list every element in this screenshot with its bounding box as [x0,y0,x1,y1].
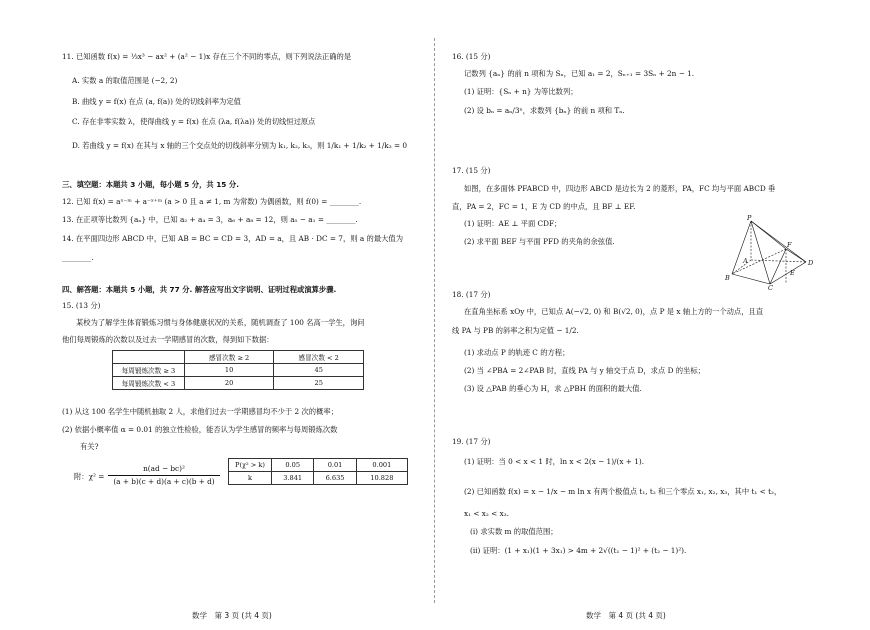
figure-label-e: E [790,269,795,277]
q17-head: 17. (15 分) [452,166,491,175]
figure-label-p: P [747,214,752,222]
section4-heading: 四、解答题：本题共 5 小题，共 77 分. 解答应写出文字说明、证明过程或演算步骤. [62,285,337,294]
q18-line2: 线 PA 与 PB 的斜率之积为定值 − 1/2. [452,326,579,335]
table-cell: 0.05 [272,459,314,472]
table-cell: 45 [274,364,364,377]
right-page [436,0,870,630]
table-row [229,459,408,472]
table-cell: 感冒次数 ≥ 2 [184,351,274,364]
q17-part2: (2) 求平面 BEF 与平面 PFD 的夹角的余弦值. [464,237,615,246]
figure-label-f: F [787,241,792,249]
q19-part2b: x₁ < x₂ < x₃. [464,509,509,518]
contingency-table [112,350,364,390]
table-cell: 20 [184,377,274,390]
figure-label-b: B [725,274,730,282]
q14-line1: 14. 在平面四边形 ABCD 中，已知 AB = BC = CD = 3，AD = a，且 AB · DC = 7，则 a 的最大值为 [62,234,404,243]
q11-stem: 11. 已知函数 f(x) = ⅓x³ − ax² + (a² − 1)x 存在三个不同的零点，则下列说法正确的是 [62,52,352,61]
table-cell: 6.635 [314,472,356,485]
q17-line1: 如图，在多面体 PFABCD 中，四边形 ABCD 是边长为 2 的菱形，PA，FC 均与平面 ABCD 垂 [464,184,776,193]
table-cell: 10.828 [356,472,407,485]
q18-head: 18. (17 分) [452,290,491,299]
figure-label-a: A [743,257,748,265]
q18-line1: 在直角坐标系 xOy 中，已知点 A(−√2, 0) 和 B(√2, 0)，点 P 是 x 轴上方的一个动点，且直 [464,307,764,316]
q19-part1: (1) 证明：当 0 < x < 1 时，ln x < 2(x − 1)/(x + 1). [464,457,645,466]
q16-part2: (2) 设 bₙ = aₙ/3ⁿ，求数列 {bₙ} 的前 n 项和 Tₙ. [464,106,625,115]
table-row [113,364,364,377]
q16-stem: 记数列 {aₙ} 的前 n 项和为 Sₙ，已知 a₁ = 2，Sₙ₊₁ = 3Sₙ + 2n − 1. [464,69,695,78]
table-cell [113,351,185,364]
table-row [113,377,364,390]
q11-option-c: C. 存在非零实数 λ，使得曲线 y = f(x) 在点 (λa, f(λa)) 处的切线恒过原点 [72,117,316,126]
q12: 12. 已知 f(x) = aˣ⁻ᵐ + a⁻ˣ⁺ᵐ (a > 0 且 a ≠ 1, m 为常数) 为偶函数，则 f(0) = ________. [62,197,362,206]
q15-part2b: 有关? [80,442,99,451]
table-cell: 每周锻炼次数 < 3 [113,377,185,390]
q18-part2: (2) 当 ∠PBA = 2∠PAB 时，直线 PA 与 y 轴交于点 D，求点 D 的坐标； [464,366,705,375]
q11-option-b: B. 曲线 y = f(x) 在点 (a, f(a)) 处的切线斜率为定值 [72,97,241,106]
q15-intro1: 某校为了解学生体育锻炼习惯与身体健康状况的关系，随机调查了 100 名高一学生，询问 [76,318,365,327]
page-footer-right: 数学 第 4 页 (共 4 页) [586,611,666,620]
q18-part3: (3) 设 △PAB 的垂心为 H，求 △PBH 的面积的最大值. [464,384,642,393]
q19-part2i: (ⅰ) 求实数 m 的取值范围； [470,527,558,536]
q15-part1: (1) 从这 100 名学生中随机抽取 2 人，求他们过去一学期感冒均不少于 2 次的概率； [62,407,338,416]
q15-head: 15. (13 分) [62,301,101,310]
q17-part1: (1) 证明：AE ⊥ 平面 CDF； [464,219,562,228]
table-cell: 每周锻炼次数 ≥ 3 [113,364,185,377]
chi-square-label: 附：χ² = [74,472,105,481]
q15-intro2: 他们每周锻炼的次数以及过去一学期感冒的次数，得到如下数据： [62,335,274,344]
left-page [0,0,434,630]
q13: 13. 在正项等比数列 {aₙ} 中，已知 a₂ + a₄ = 3，a₆ + a₈ = 12，则 a₅ − a₁ = ________. [62,215,358,224]
table-cell: 3.841 [272,472,314,485]
q19-head: 19. (17 分) [452,437,491,446]
table-cell: P(χ² > k) [229,459,272,472]
chi-square-denominator: (a + b)(c + d)(a + c)(b + d) [113,477,215,486]
polyhedron-figure [724,214,824,290]
q19-part2a: (2) 已知函数 f(x) = x − 1/x − m ln x 有两个极值点 t₁, t₂ 和三个零点 x₁, x₂, x₃，其中 t₁ < t₂， [464,487,782,496]
chi-square-numerator: n(ad − bc)² [143,464,185,473]
q11-option-d: D. 若曲线 y = f(x) 在其与 x 轴的三个交点处的切线斜率分别为 k₁, k₂, k₃，则 1/k₁ + 1/k₂ + 1/k₃ = 0 [72,141,408,150]
q19-part2ii: (ⅱ) 证明：(1 + x₁)(1 + 3x₁) > 4m + 2√((t₁ − 1)² + (t₂ − 1)²). [470,546,687,555]
table-cell: 感冒次数 < 2 [274,351,364,364]
table-cell: 0.01 [314,459,356,472]
q15-part2a: (2) 依据小概率值 α = 0.01 的独立性检验，能否认为学生感冒的频率与每周锻炼次数 [62,425,338,434]
fraction-bar [108,475,220,476]
table-cell: 10 [184,364,274,377]
q14-line2: ________. [62,253,94,262]
figure-label-d: D [808,259,814,267]
q16-part1: (1) 证明：{Sₙ + n} 为等比数列； [464,87,578,96]
page-divider [434,38,435,603]
table-cell: 0.001 [356,459,407,472]
q11-option-a: A. 实数 a 的取值范围是 (−2, 2) [72,76,178,85]
q16-head: 16. (15 分) [452,52,491,61]
table-cell: k [229,472,272,485]
critical-value-table [228,458,408,485]
figure-label-c: C [768,284,773,290]
q17-line2: 直，PA = 2，FC = 1，E 为 CD 的中点，且 BF ⊥ EF. [452,202,636,211]
section3-heading: 三、填空题：本题共 3 小题，每小题 5 分，共 15 分. [62,180,239,189]
contingency-header-row [113,351,364,364]
q18-part1: (1) 求动点 P 的轨迹 C 的方程； [464,348,570,357]
page-footer-left: 数学 第 3 页 (共 4 页) [192,611,272,620]
table-cell: 25 [274,377,364,390]
table-row [229,472,408,485]
